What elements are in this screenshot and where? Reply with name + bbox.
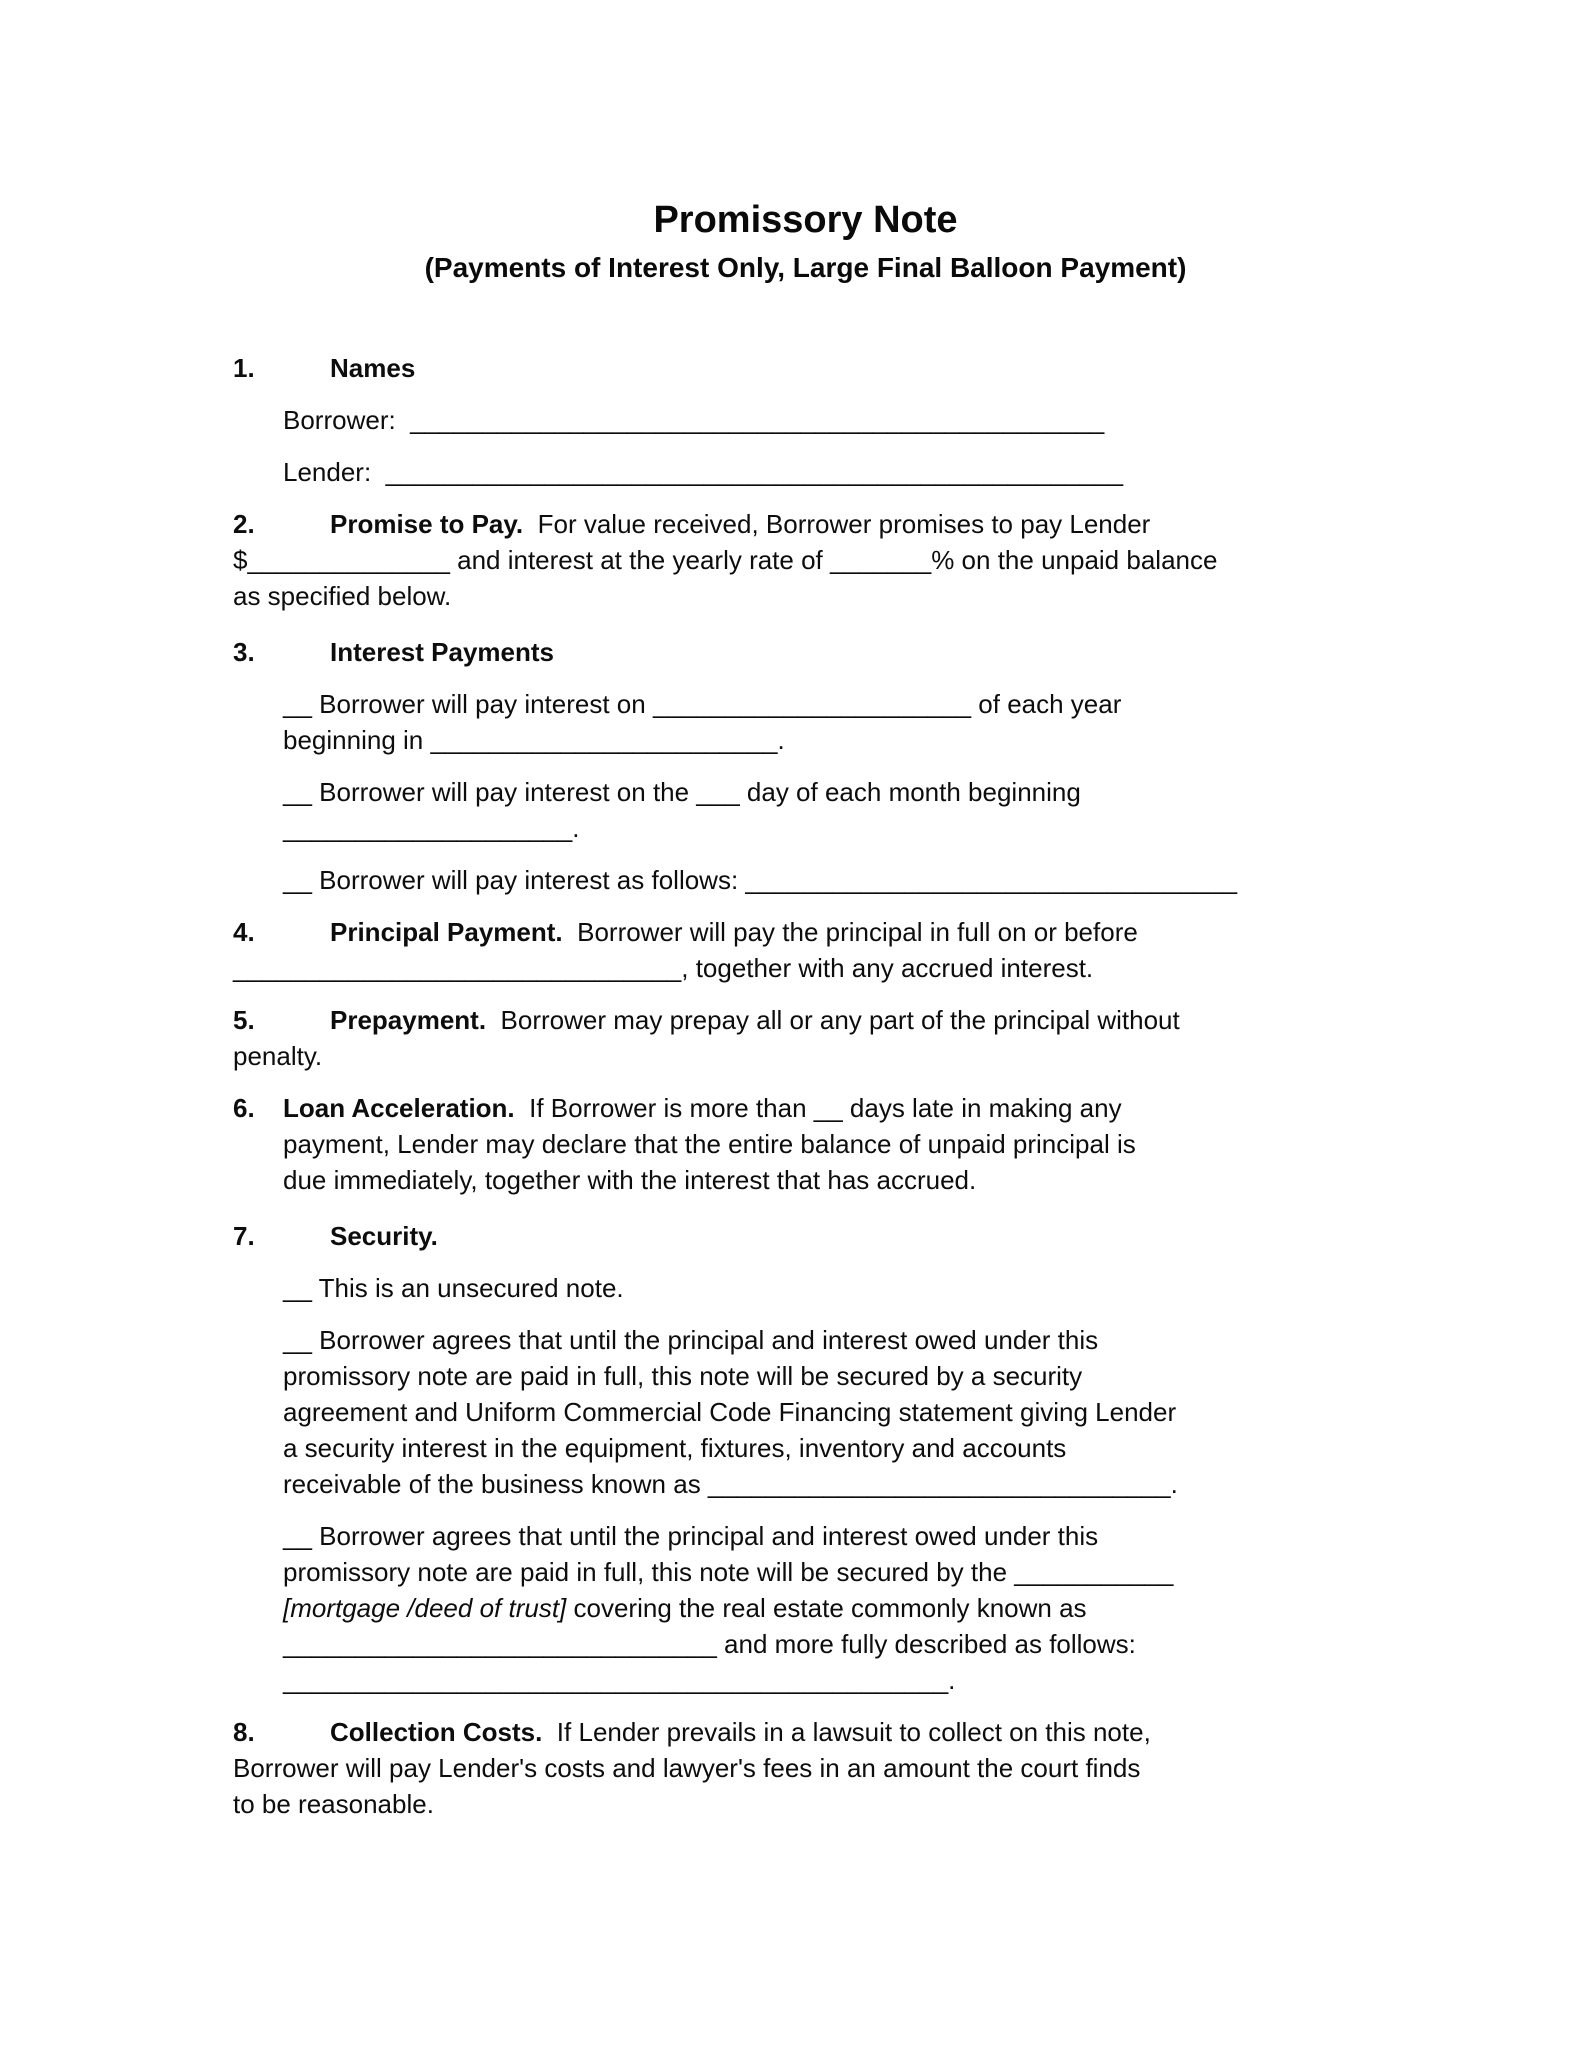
text-line [233, 1126, 1378, 1162]
text-line [233, 1218, 1378, 1254]
fill-in-blank-text: ________________________________________________ [410, 405, 1105, 435]
text-line [233, 1038, 1378, 1074]
text-run: payment, Lender may declare that the entire balance of unpaid principal is [283, 1129, 1136, 1159]
option-interest-other [233, 862, 1378, 898]
fill-in-blank-text: __ Borrower will pay interest on ______________________ of each year [283, 689, 1122, 719]
text-run: Collection Costs. [330, 1717, 543, 1747]
text-line [233, 350, 1378, 386]
field-lender [233, 454, 1378, 490]
text-run: promissory note are paid in full, this note will be secured by a security [283, 1361, 1083, 1391]
option-secured-ucc [233, 1322, 1378, 1502]
fill-in-blank-text: __ This is an unsecured note. [283, 1273, 624, 1303]
section-number: 6. [233, 1093, 255, 1123]
text-line [233, 634, 1378, 670]
text-run: covering the real estate commonly known as [566, 1593, 1087, 1623]
text-run: Prepayment. [330, 1005, 487, 1035]
text-line [233, 950, 1378, 986]
option-unsecured-note [233, 1270, 1378, 1306]
text-run: For value received, Borrower promises to pay Lender [523, 509, 1151, 539]
fill-in-blank-text: ____________________. [283, 813, 580, 843]
text-run: Borrower will pay Lender's costs and lawyer's fees in an amount the court finds [233, 1753, 1141, 1783]
text-line [233, 1270, 1378, 1306]
section-number: 4. [233, 917, 255, 947]
field-borrower [233, 402, 1378, 438]
option-secured-mortgage [233, 1518, 1378, 1698]
text-line [233, 1358, 1378, 1394]
section-number: 8. [233, 1717, 255, 1747]
fill-in-blank-text: $______________ and interest at the yearly rate of _______% on the unpaid balance [233, 545, 1218, 575]
text-run: Names [330, 353, 416, 383]
text-run: Lender: [283, 457, 386, 487]
option-interest-yearly [233, 686, 1378, 758]
text-line [233, 1090, 1378, 1126]
text-run: as specified below. [233, 581, 452, 611]
text-run: If Lender prevails in a lawsuit to collect on this note, [542, 1717, 1151, 1747]
text-run: a security interest in the equipment, fixtures, inventory and accounts [283, 1433, 1067, 1463]
section-number: 1. [233, 353, 255, 383]
fill-in-blank-text: ___________________________________________________ [385, 457, 1124, 487]
text-run: [mortgage /deed of trust] [283, 1593, 567, 1623]
text-line [233, 1786, 1378, 1822]
option-interest-monthly [233, 774, 1378, 846]
text-line [233, 1554, 1378, 1590]
text-line [233, 1002, 1378, 1038]
text-line [233, 454, 1378, 490]
fill-in-blank-text: receivable of the business known as ________________________________. [283, 1469, 1178, 1499]
section-8-collection-costs [233, 1714, 1378, 1822]
text-line [233, 914, 1378, 950]
text-line [233, 1466, 1378, 1502]
section-number: 2. [233, 509, 255, 539]
text-line [233, 1626, 1378, 1662]
text-line [233, 1162, 1378, 1198]
text-run: Borrower: [283, 405, 411, 435]
text-line [233, 578, 1378, 614]
text-run: due immediately, together with the interest that has accrued. [283, 1165, 977, 1195]
fill-in-blank-text: If Borrower is more than __ days late in making any [514, 1093, 1122, 1123]
text-line [233, 722, 1378, 758]
text-line [233, 542, 1378, 578]
document-body [233, 350, 1378, 1822]
text-line [233, 810, 1378, 846]
text-run: to be reasonable. [233, 1789, 434, 1819]
text-line [233, 1662, 1378, 1698]
section-2-promise-to-pay [233, 506, 1378, 614]
text-run: agreement and Uniform Commercial Code Financing statement giving Lender [283, 1397, 1177, 1427]
fill-in-blank-text: ______________________________________________. [283, 1665, 956, 1695]
text-line [233, 774, 1378, 810]
text-run: penalty. [233, 1041, 323, 1071]
page-subtitle: (Payments of Interest Only, Large Final Balloon Payment) [424, 252, 1187, 283]
fill-in-blank-text: promissory note are paid in full, this note will be secured by the ___________ [283, 1557, 1174, 1587]
section-number: 3. [233, 637, 255, 667]
text-run: Security. [330, 1221, 438, 1251]
section-3-interest-payments-heading [233, 634, 1378, 670]
text-line [233, 1714, 1378, 1750]
text-line [233, 1590, 1378, 1626]
text-run: Borrower may prepay all or any part of the principal without [486, 1005, 1180, 1035]
section-7-security-heading [233, 1218, 1378, 1254]
section-5-prepayment [233, 1002, 1378, 1074]
text-run: Principal Payment. [330, 917, 563, 947]
text-line [233, 1430, 1378, 1466]
fill-in-blank-text: __ Borrower agrees that until the principal and interest owed under this [283, 1521, 1099, 1551]
text-line [233, 1750, 1378, 1786]
fill-in-blank-text: ______________________________ and more fully described as follows: [283, 1629, 1136, 1659]
text-run: Promise to Pay. [330, 509, 524, 539]
text-line [233, 1518, 1378, 1554]
page-title: Promissory Note [653, 199, 958, 241]
text-line [233, 862, 1378, 898]
text-line [233, 402, 1378, 438]
text-line [233, 686, 1378, 722]
fill-in-blank-text: __ Borrower agrees that until the principal and interest owed under this [283, 1325, 1099, 1355]
section-number: 7. [233, 1221, 255, 1251]
text-line [233, 506, 1378, 542]
fill-in-blank-text: __ Borrower will pay interest as follows: __________________________________ [283, 865, 1238, 895]
fill-in-blank-text: _______________________________, together with any accrued interest. [233, 953, 1094, 983]
text-line [233, 1394, 1378, 1430]
section-number: 5. [233, 1005, 255, 1035]
text-run: Interest Payments [330, 637, 554, 667]
text-run: Loan Acceleration. [283, 1093, 515, 1123]
fill-in-blank-text: __ Borrower will pay interest on the ___ day of each month beginning [283, 777, 1081, 807]
section-4-principal-payment [233, 914, 1378, 986]
text-line [233, 1322, 1378, 1358]
fill-in-blank-text: beginning in ________________________. [283, 725, 785, 755]
text-run: Borrower will pay the principal in full on or before [562, 917, 1138, 947]
section-1-names-heading [233, 350, 1378, 386]
section-6-loan-acceleration [233, 1090, 1378, 1198]
